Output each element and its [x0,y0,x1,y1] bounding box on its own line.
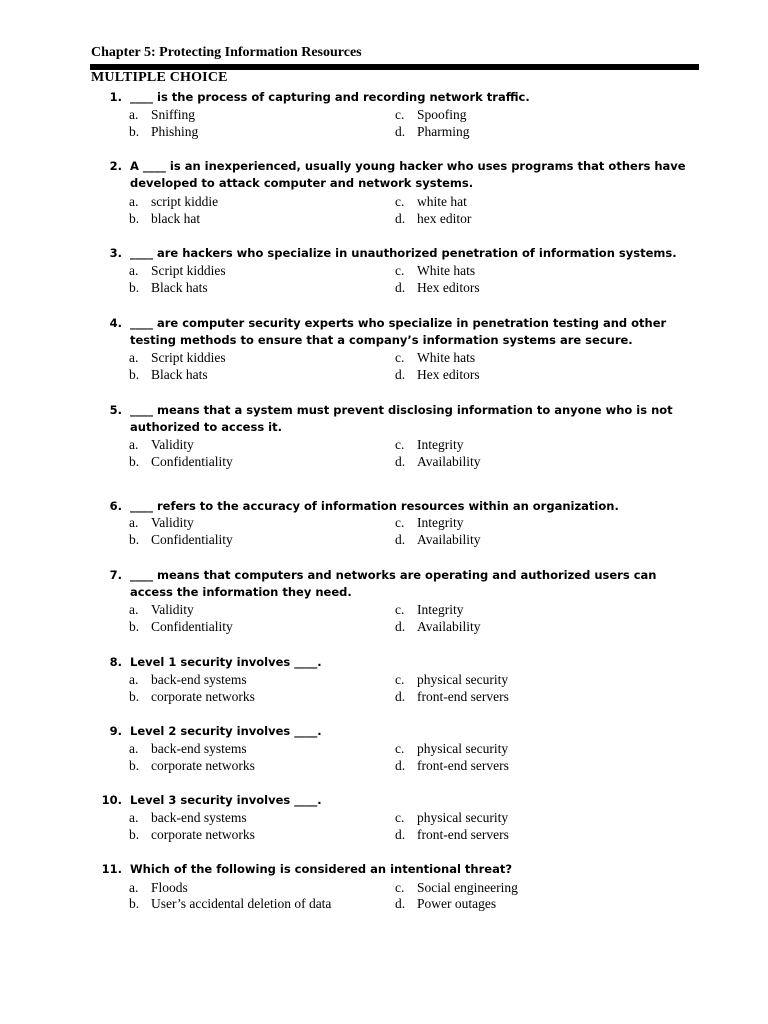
question-text: ____ is the process of capturing and recording network traffic. [130,90,530,104]
question-text: ____ means that computers and networks are operating and authorized users can access the information they need. [130,568,657,599]
question-number: 9. [109,724,122,738]
document-page: Chapter 5: Protecting Information Resources MULTIPLE CHOICE 1. ____ is the process of capturing and recording network traffic. a. Sniffing c. Spoofing b. Phishing d. Pharming 2. A ____ is an inexperienced, usually young hacker who uses programs that others have developed to attack computer and network systems. a. script kiddie c. white hat b. black hat d. hex editor 3. ____ are hackers who specialize in unauthorized penetration of information systems. a. Script kiddies c. White hats b. Black hats d. Hex editors 4. ____ are computer security experts who specialize in penetration testing and other testing methods to ensure that a company’s information systems are secure. a. Script kiddies c. White hats b. Black hats d. Hex editors 5. ____ means that a system must prevent disclosing information to anyone who is not authorized to access it. a. Validity c. Integrity b. Confidentiality d. Availability 6. ____ refers to the accuracy of information resources within an organization. a. Validity c. Integrity b. Confidentiality d. Availability 7. ____ means that computers and networks are operating and authorized users can access the information they need. a. Validity c. Integrity b. Confidentiality d. Availability 8. Level 1 security involves ____. a. back-end systems c. physical security b. corporate networks d. front-end servers 9. Level 2 security involves ____. a. back-end systems c. physical security b. corporate networks d. front-end servers 10. Level 3 security involves ____. a. back-end systems c. physical security b. corporate networks d. front-end servers 11. Which of the following is considered an intentional threat? a. Floods c. Social engineering b. User’s accidental deletion of data d. Power outages [0,0,768,1024]
question-number: 6. [109,499,122,513]
section-title: MULTIPLE CHOICE [91,70,228,85]
question-text: A ____ is an inexperienced, usually young hacker who uses programs that others have developed to attack computer and network systems. [130,159,686,190]
question-number: 7. [109,568,122,582]
question-text: ____ means that a system must prevent disclosing information to anyone who is not authorized to access it. [130,403,673,434]
question-number: 10. [101,793,122,807]
question-text: Which of the following is considered an intentional threat? [130,862,512,876]
question-text: Level 1 security involves ____. [130,655,322,669]
question-number: 3. [109,246,122,260]
question-number: 2. [109,159,122,173]
question-text: Level 3 security involves ____. [130,793,322,807]
chapter-title: Chapter 5: Protecting Information Resources [91,45,362,60]
question-text: Level 2 security involves ____. [130,724,322,738]
question-number: 5. [109,403,122,417]
question-text: ____ are computer security experts who specialize in penetration testing and other testing methods to ensure that a company’s information systems are secure. [130,316,667,347]
question-number: 11. [101,862,122,876]
question-text: ____ are hackers who specialize in unauthorized penetration of information systems. [130,246,677,260]
question-number: 8. [109,655,122,669]
question-number: 1. [109,90,122,104]
question-text: ____ refers to the accuracy of information resources within an organization. [130,499,619,513]
question-number: 4. [109,316,122,330]
